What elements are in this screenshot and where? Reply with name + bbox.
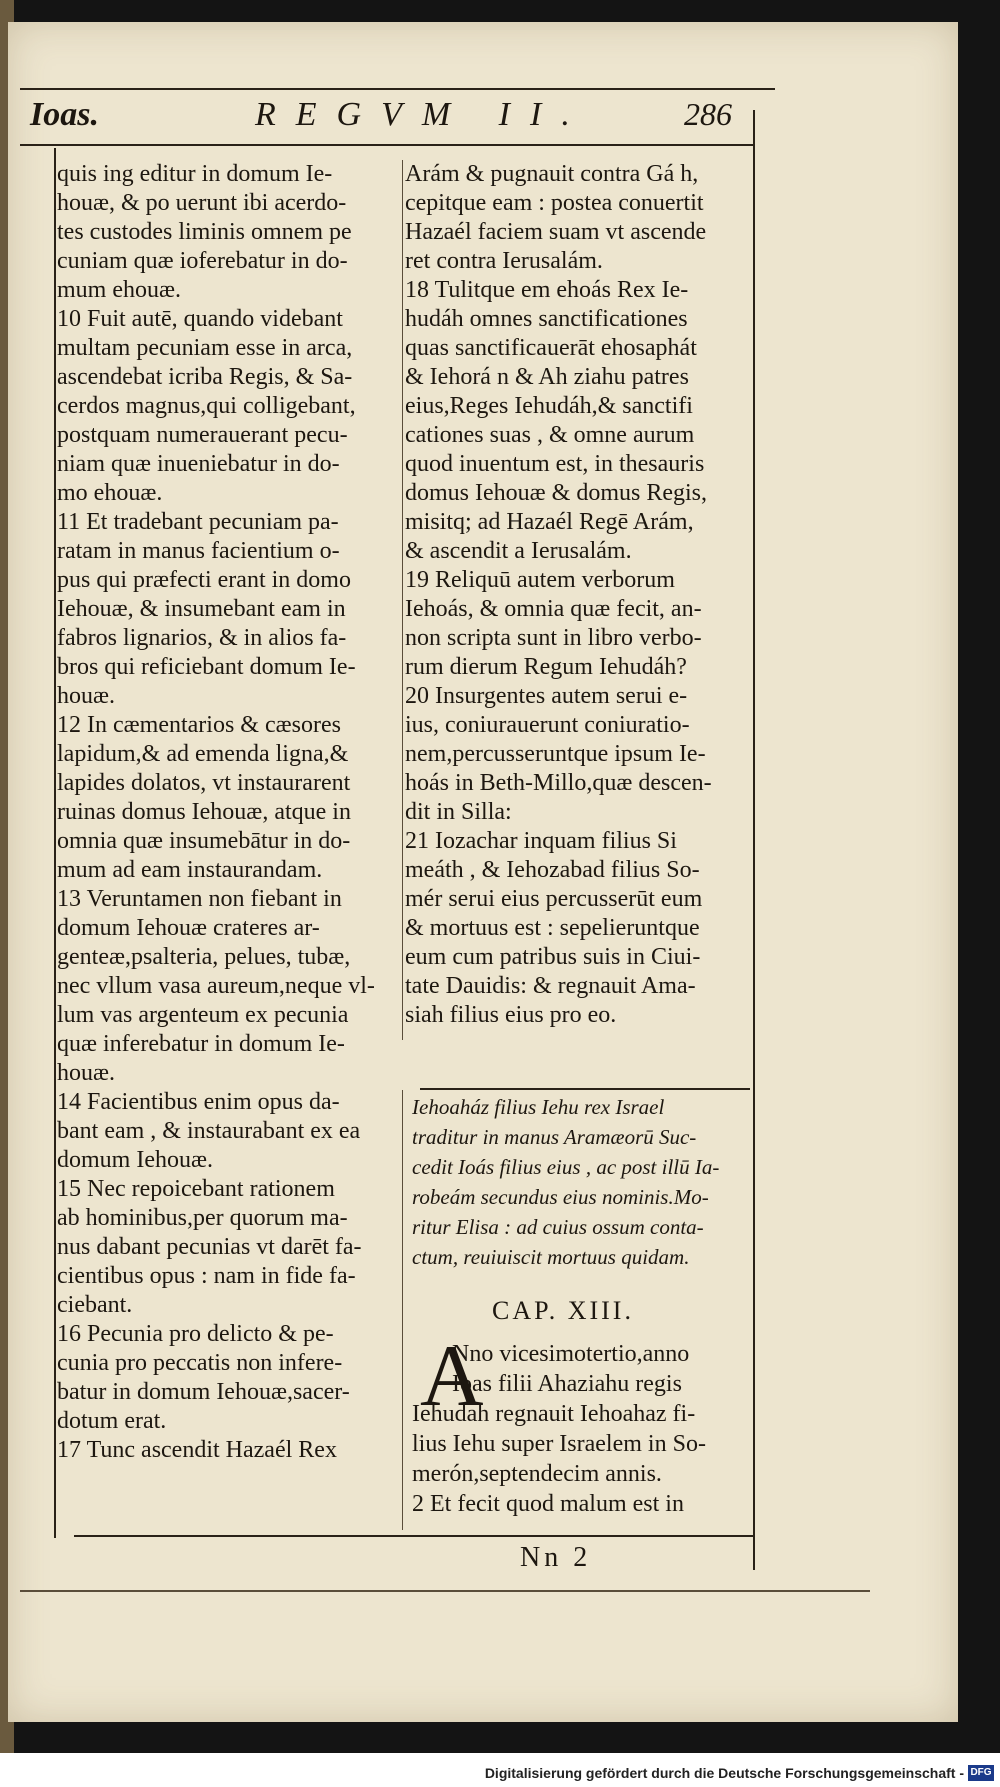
- text-line: ret contra Ierusalám.: [405, 248, 603, 274]
- left-text-column: [57, 160, 402, 1465]
- summary-rule: [420, 1088, 750, 1090]
- text-line: cationes suas , & omne aurum: [405, 422, 695, 448]
- page-number: 286: [684, 96, 732, 132]
- text-line: Iehouæ, & insumebant eam in: [57, 596, 346, 622]
- text-line: 12 In cæmentarios & cæsores: [57, 712, 341, 738]
- text-line: & Iehorá n & Ah ziahu patres: [405, 364, 689, 390]
- text-line: ruinas domus Iehouæ, atque in: [57, 799, 351, 825]
- text-line: 11 Et tradebant pecuniam pa-: [57, 509, 339, 535]
- signature-mark: Nn 2: [520, 1542, 592, 1573]
- text-line: postquam numerauerant pecu-: [57, 422, 348, 448]
- bottom-rule: [74, 1535, 754, 1537]
- text-line: eius,Reges Iehudáh,& sanctifi: [405, 393, 693, 419]
- text-line: 14 Facientibus enim opus da-: [57, 1089, 340, 1115]
- right-column-rule: [753, 110, 755, 1570]
- text-line: quæ inferebatur in domum Ie-: [57, 1031, 345, 1057]
- text-line: Hazaél faciem suam vt ascende: [405, 219, 707, 245]
- text-line: lum vas argenteum ex pecunia: [57, 1002, 349, 1028]
- text-line: 18 Tulitque em ehoás Rex Ie-: [405, 277, 689, 303]
- text-line: lapidum,& ad emenda ligna,&: [57, 741, 349, 767]
- text-line: dit in Silla:: [405, 799, 512, 825]
- text-line: 16 Pecunia pro delicto & pe-: [57, 1321, 334, 1347]
- header-rule-bottom: [20, 144, 755, 146]
- text-line: 19 Reliquū autem verborum: [405, 567, 675, 593]
- text-line: 20 Insurgentes autem serui e-: [405, 683, 688, 709]
- text-line: ius, coniurauerunt coniuratio-: [405, 712, 690, 738]
- text-line: bros qui reficiebant domum Ie-: [57, 654, 356, 680]
- text-line: dotum erat.: [57, 1408, 167, 1434]
- text-line: nec vllum vasa aureum,neque vl-: [57, 973, 375, 999]
- text-line: & ascendit a Ierusalám.: [405, 538, 632, 564]
- text-line: quis ing editur in domum Ie-: [57, 161, 333, 187]
- text-line: quod inuentum est, in thesauris: [405, 451, 705, 477]
- text-line: multam pecuniam esse in arca,: [57, 335, 353, 361]
- text-line: domum Iehouæ.: [57, 1147, 213, 1173]
- text-line: eum cum patribus suis in Ciui-: [405, 944, 701, 970]
- center-divider-rule: [402, 160, 403, 1040]
- left-column-rule: [54, 148, 56, 1538]
- chapter-text-line: Ioas filii Ahaziahu regis: [452, 1371, 682, 1397]
- right-text-column: [405, 160, 745, 1030]
- summary-line: traditur in manus Aramæorū Suc-: [412, 1125, 697, 1149]
- text-line: cuniam quæ ioferebatur in do-: [57, 248, 348, 274]
- text-line: mo ehouæ.: [57, 480, 163, 506]
- text-line: domus Iehouæ & domus Regis,: [405, 480, 708, 506]
- text-line: houæ.: [57, 683, 116, 709]
- summary-line: cedit Ioás filius eius , ac post illū Ia-: [412, 1155, 720, 1179]
- text-line: niam quæ inueniebatur in do-: [57, 451, 340, 477]
- center-divider-rule-lower: [402, 1090, 403, 1530]
- chapter-text-line: Iehudah regnauit Iehoahaz fi-: [412, 1401, 696, 1427]
- text-line: 15 Nec repoicebant rationem: [57, 1176, 335, 1202]
- text-line: 17 Tunc ascendit Hazaél Rex: [57, 1437, 337, 1463]
- text-line: ab hominibus,per quorum ma-: [57, 1205, 348, 1231]
- text-line: ciebant.: [57, 1292, 133, 1318]
- text-line: mum ad eam instaurandam.: [57, 857, 323, 883]
- summary-line: ritur Elisa : ad cuius ossum conta-: [412, 1215, 704, 1239]
- text-line: batur in domum Iehouæ,sacer-: [57, 1379, 350, 1405]
- text-line: houæ.: [57, 1060, 116, 1086]
- text-line: tate Dauidis: & regnauit Ama-: [405, 973, 696, 999]
- text-line: genteæ,psalteria, pelues, tubæ,: [57, 944, 351, 970]
- text-line: hudáh omnes sanctificationes: [405, 306, 688, 332]
- text-line: & mortuus est : sepelieruntque: [405, 915, 700, 941]
- digitization-credit-text: Digitalisierung gefördert durch die Deutsche Forschungsgemeinschaft -: [484, 1765, 964, 1781]
- chapter-text-line: merón,septendecim annis.: [412, 1461, 662, 1487]
- chapter-opening-text: [412, 1328, 752, 1519]
- chapter-text-line: Nno vicesimotertio,anno: [452, 1341, 690, 1367]
- chapter-text-line: 2 Et fecit quod malum est in: [412, 1491, 684, 1517]
- text-line: Arám & pugnauit contra Gá h,: [405, 161, 699, 187]
- text-line: lapides dolatos, vt instaurarent: [57, 770, 351, 796]
- text-line: non scripta sunt in libro verbo-: [405, 625, 702, 651]
- text-line: misitq; ad Hazaél Regē Arám,: [405, 509, 694, 535]
- running-head-left: Ioas.: [30, 96, 99, 133]
- text-line: tes custodes liminis omnem pe: [57, 219, 352, 245]
- text-line: fabros lignarios, & in alios fa-: [57, 625, 347, 651]
- chapter-heading: CAP. XIII.: [492, 1296, 634, 1325]
- text-line: mum ehouæ.: [57, 277, 181, 303]
- text-line: cerdos magnus,qui colligebant,: [57, 393, 356, 419]
- text-line: rum dierum Regum Iehudáh?: [405, 654, 687, 680]
- text-line: hoás in Beth-Millo,quæ descen-: [405, 770, 712, 796]
- text-line: Iehoás, & omnia quæ fecit, an-: [405, 596, 702, 622]
- chapter-text-line: lius Iehu super Israelem in So-: [412, 1431, 706, 1457]
- text-line: houæ, & po uerunt ibi acerdo-: [57, 190, 347, 216]
- text-line: 13 Veruntamen non fiebant in: [57, 886, 342, 912]
- text-line: cepitque eam : postea conuertit: [405, 190, 704, 216]
- dfg-logo-icon: DFG: [968, 1765, 994, 1781]
- text-line: nem,percusseruntque ipsum Ie-: [405, 741, 706, 767]
- page-bottom-rule: [20, 1590, 870, 1592]
- text-line: meáth , & Iehozabad filius So-: [405, 857, 700, 883]
- digitization-credit-bar: [0, 1753, 1000, 1787]
- summary-line: ctum, reuiuiscit mortuus quidam.: [412, 1245, 690, 1269]
- running-title: REGVM II.: [255, 96, 590, 133]
- text-line: cunia pro peccatis non infere-: [57, 1350, 343, 1376]
- summary-line: robeám secundus eius nominis.Mo-: [412, 1185, 709, 1209]
- text-line: ascendebat icriba Regis, & Sa-: [57, 364, 353, 390]
- text-line: bant eam , & instaurabant ex ea: [57, 1118, 361, 1144]
- text-line: 21 Iozachar inquam filius Si: [405, 828, 677, 854]
- text-line: domum Iehouæ crateres ar-: [57, 915, 320, 941]
- text-line: quas sanctificauerāt ehosaphát: [405, 335, 697, 361]
- text-line: pus qui præfecti erant in domo: [57, 567, 351, 593]
- chapter-summary: [412, 1092, 752, 1272]
- header-rule-top: [20, 88, 775, 90]
- text-line: ratam in manus facientium o-: [57, 538, 340, 564]
- text-line: 10 Fuit autē, quando videbant: [57, 306, 343, 332]
- text-line: nus dabant pecunias vt darēt fa-: [57, 1234, 362, 1260]
- drop-cap-initial: A: [420, 1328, 484, 1425]
- text-line: cientibus opus : nam in fide fa-: [57, 1263, 356, 1289]
- text-line: mér serui eius percusserūt eum: [405, 886, 703, 912]
- text-line: siah filius eius pro eo.: [405, 1002, 617, 1028]
- text-line: omnia quæ insumebātur in do-: [57, 828, 351, 854]
- summary-line: Iehoaház filius Iehu rex Israel: [412, 1095, 665, 1119]
